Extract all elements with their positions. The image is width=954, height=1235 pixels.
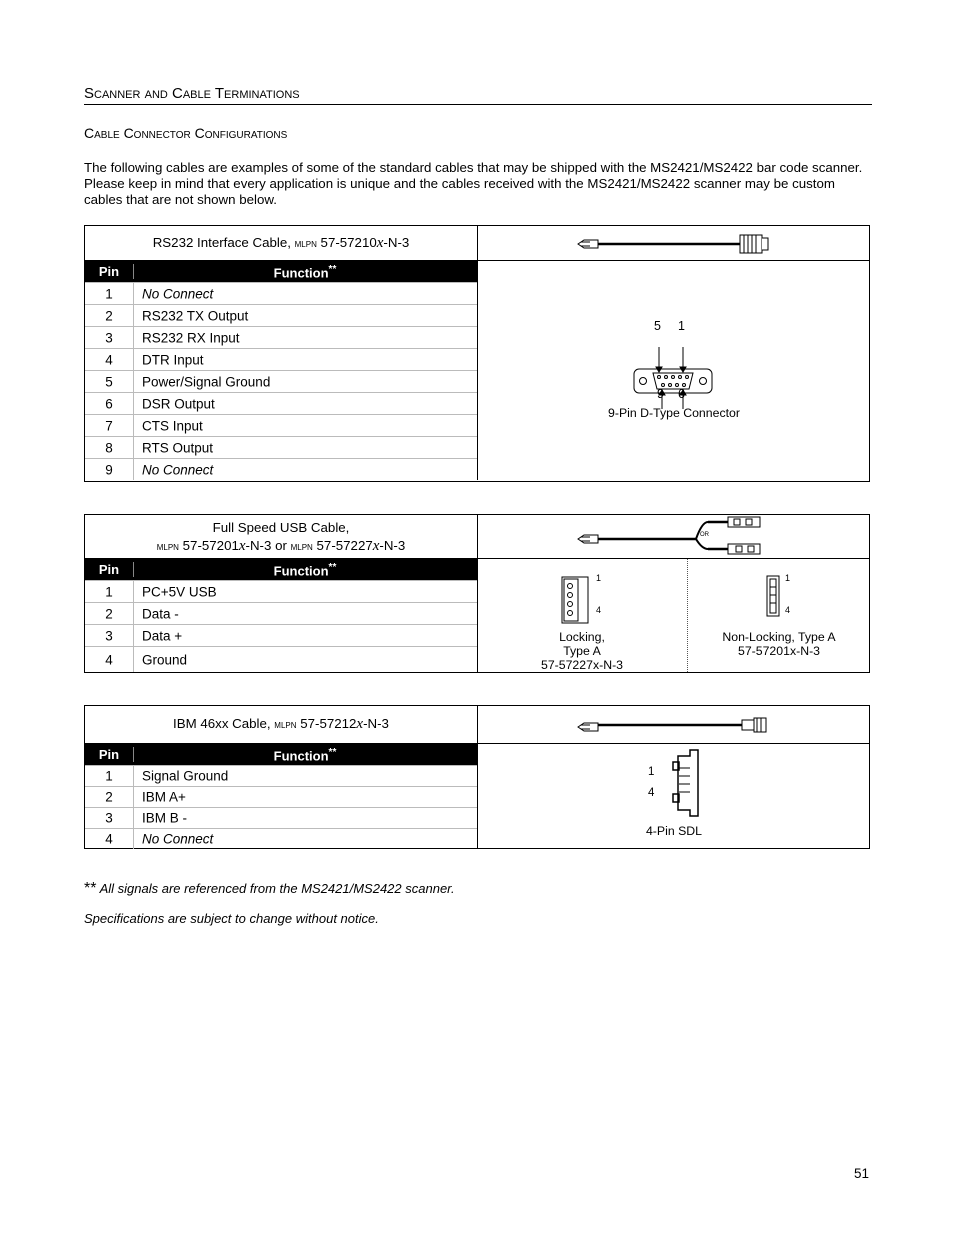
table-row xyxy=(85,304,477,326)
pin-column-header: Pin xyxy=(98,264,120,279)
table-row xyxy=(85,786,477,807)
pin-function: RS232 TX Output xyxy=(142,308,249,323)
pin-label-1: 1 xyxy=(678,319,685,333)
intro-paragraph: The following cables are examples of some of the standard cables that may be shipped with the MS2421/MS2422 bar code scanner. Please keep in mind that every application is unique and the cables received with the MS2421/MS2422 scanner may be custom cables that are not shown below. xyxy=(84,160,863,207)
or-label: OR xyxy=(700,532,709,538)
pin-function: No Connect xyxy=(142,831,214,847)
rs232-part-x: x xyxy=(376,235,384,251)
rs232-pin-table xyxy=(85,261,478,480)
ibm-part-a: 57-57212 xyxy=(296,716,357,731)
pin-function: RTS Output xyxy=(142,440,214,455)
pin-number: 6 xyxy=(105,396,113,411)
rs232-title-prefix: RS232 Interface Cable, xyxy=(152,235,295,250)
locking-caption xyxy=(478,630,686,672)
pin-number: 7 xyxy=(105,418,113,433)
pin-label-6: 6 xyxy=(678,387,685,401)
pin-column-header: Pin xyxy=(98,562,120,577)
table-row xyxy=(85,807,477,828)
function-column-header xyxy=(133,747,477,763)
usb-cable-block xyxy=(84,514,870,673)
sdl-pin-1-label: 1 xyxy=(648,766,655,778)
non-locking-caption-line1: Non-Locking, Type A xyxy=(722,630,836,644)
locking-caption-line3: 57-57227x-N-3 xyxy=(540,658,624,672)
pin-label-9: 9 xyxy=(657,387,664,401)
ibm-cable-block xyxy=(84,705,870,849)
table-row xyxy=(85,370,477,392)
function-header-mark: ** xyxy=(328,264,337,275)
pin-function: DSR Output xyxy=(142,396,215,411)
ibm-cable-icon xyxy=(478,706,870,744)
rs232-part-b: -N-3 xyxy=(383,235,410,250)
non-locking-pin-4-label: 4 xyxy=(785,605,791,615)
usb-cable-icon xyxy=(478,515,870,559)
db9-caption: 9-Pin D-Type Connector xyxy=(608,406,740,420)
pin-number: 3 xyxy=(105,628,113,643)
ibm-part-b: -N-3 xyxy=(363,716,389,731)
pin-number: 2 xyxy=(105,606,113,621)
pin-number: 1 xyxy=(105,768,113,784)
usb-part2-x: x xyxy=(372,538,380,554)
non-locking-caption-line2: 57-57201x-N-3 xyxy=(737,644,821,658)
pin-function: IBM A+ xyxy=(142,789,186,805)
pin-number: 4 xyxy=(105,831,113,847)
usb-part2-a: 57-57227 xyxy=(312,538,373,553)
pin-function: No Connect xyxy=(142,286,214,301)
sdl-caption: 4-Pin SDL xyxy=(645,824,703,838)
ibm-pin-table xyxy=(85,744,478,849)
usb-title-line1: Full Speed USB Cable, xyxy=(212,520,350,535)
pin-number: 1 xyxy=(105,584,113,599)
footnote-mark: ** xyxy=(84,880,97,897)
table-row xyxy=(85,828,477,849)
ibm-part-x: x xyxy=(356,716,364,732)
pin-function: PC+5V USB xyxy=(142,584,217,599)
pin-number: 3 xyxy=(105,330,113,345)
table-row xyxy=(85,624,477,646)
function-header-label: Function xyxy=(273,265,329,281)
non-locking-caption xyxy=(688,630,870,658)
table-row xyxy=(85,765,477,786)
rs232-part-a: 57-57210 xyxy=(316,235,377,250)
usb-cable-drawing xyxy=(478,515,869,559)
usb-part1-b: -N-3 or xyxy=(245,538,291,553)
pin-function: Power/Signal Ground xyxy=(142,374,271,389)
pin-label-5: 5 xyxy=(654,319,661,333)
rs232-mlpn-label: mlpn xyxy=(294,238,317,250)
pin-function: Ground xyxy=(142,652,188,667)
usb-pin-header xyxy=(85,559,477,580)
pin-number: 2 xyxy=(105,308,113,323)
pin-function: Data + xyxy=(142,628,183,643)
function-header-mark: ** xyxy=(328,562,337,573)
table-row xyxy=(85,646,477,672)
pin-number: 2 xyxy=(105,789,113,805)
pin-function: RS232 RX Input xyxy=(142,330,240,345)
table-row xyxy=(85,392,477,414)
table-row xyxy=(85,580,477,602)
ibm-cable-title xyxy=(85,706,478,744)
usb-mlpn-label-1: mlpn xyxy=(156,541,179,553)
usb-connectors-icon xyxy=(478,569,870,629)
table-row xyxy=(85,602,477,624)
section-title: Scanner and Cable Terminations xyxy=(84,85,872,105)
footnote xyxy=(84,880,455,898)
locking-caption-line1: Locking, xyxy=(559,630,605,644)
locking-caption-line2: Type A xyxy=(563,644,601,658)
rs232-cable-drawing xyxy=(478,226,869,261)
pin-number: 3 xyxy=(105,810,113,826)
ibm-connector-diagram xyxy=(478,744,869,848)
ibm-title-prefix: IBM 46xx Cable, xyxy=(173,716,275,731)
pin-function: CTS Input xyxy=(142,418,203,433)
notice: Specifications are subject to change without notice. xyxy=(84,911,379,926)
sdl-connector-icon xyxy=(478,744,870,824)
usb-mlpn-label-2: mlpn xyxy=(290,541,313,553)
pin-function: Data - xyxy=(142,606,179,621)
ibm-pin-header xyxy=(85,744,477,765)
pin-column-header: Pin xyxy=(98,747,120,762)
pin-function: Signal Ground xyxy=(142,768,229,784)
usb-connector-diagram xyxy=(478,559,869,672)
ibm-cable-drawing xyxy=(478,706,869,744)
rs232-pin-header xyxy=(85,261,477,282)
usb-pin-table xyxy=(85,559,478,672)
rs232-cable-icon xyxy=(478,226,870,261)
function-header-label: Function xyxy=(273,748,329,764)
usb-cable-title xyxy=(85,515,478,559)
rs232-connector-diagram xyxy=(478,261,869,481)
function-header-label: Function xyxy=(273,563,329,579)
table-row xyxy=(85,348,477,370)
table-row xyxy=(85,436,477,458)
rs232-cable-title xyxy=(85,226,478,261)
sdl-pin-4-label: 4 xyxy=(648,787,655,799)
usb-title-line2 xyxy=(85,537,477,556)
pin-number: 5 xyxy=(105,374,113,389)
rs232-cable-block xyxy=(84,225,870,482)
function-column-header xyxy=(133,264,477,280)
pin-function: DTR Input xyxy=(142,352,204,367)
pin-number: 1 xyxy=(105,286,113,301)
sub-title: Cable Connector Configurations xyxy=(84,125,288,141)
function-column-header xyxy=(133,562,477,578)
footnote-text: All signals are referenced from the MS2421/MS2422 scanner. xyxy=(99,881,455,896)
pin-number: 4 xyxy=(105,652,113,667)
non-locking-pin-1-label: 1 xyxy=(785,573,791,583)
ibm-mlpn-label: mlpn xyxy=(274,719,297,731)
usb-part1-a: 57-57201 xyxy=(178,538,239,553)
pin-number: 4 xyxy=(105,352,113,367)
table-row xyxy=(85,326,477,348)
table-row xyxy=(85,282,477,304)
pin-number: 8 xyxy=(105,440,113,455)
pin-number: 9 xyxy=(105,462,113,477)
function-header-mark: ** xyxy=(328,747,337,758)
table-row xyxy=(85,458,477,480)
locking-pin-4-label: 4 xyxy=(596,605,602,615)
table-row xyxy=(85,414,477,436)
pin-function: IBM B - xyxy=(142,810,188,826)
pin-function: No Connect xyxy=(142,462,214,477)
usb-part2-b: -N-3 xyxy=(379,538,406,553)
usb-part1-x: x xyxy=(238,538,246,554)
page-number: 51 xyxy=(854,1166,870,1181)
locking-pin-1-label: 1 xyxy=(596,573,602,583)
